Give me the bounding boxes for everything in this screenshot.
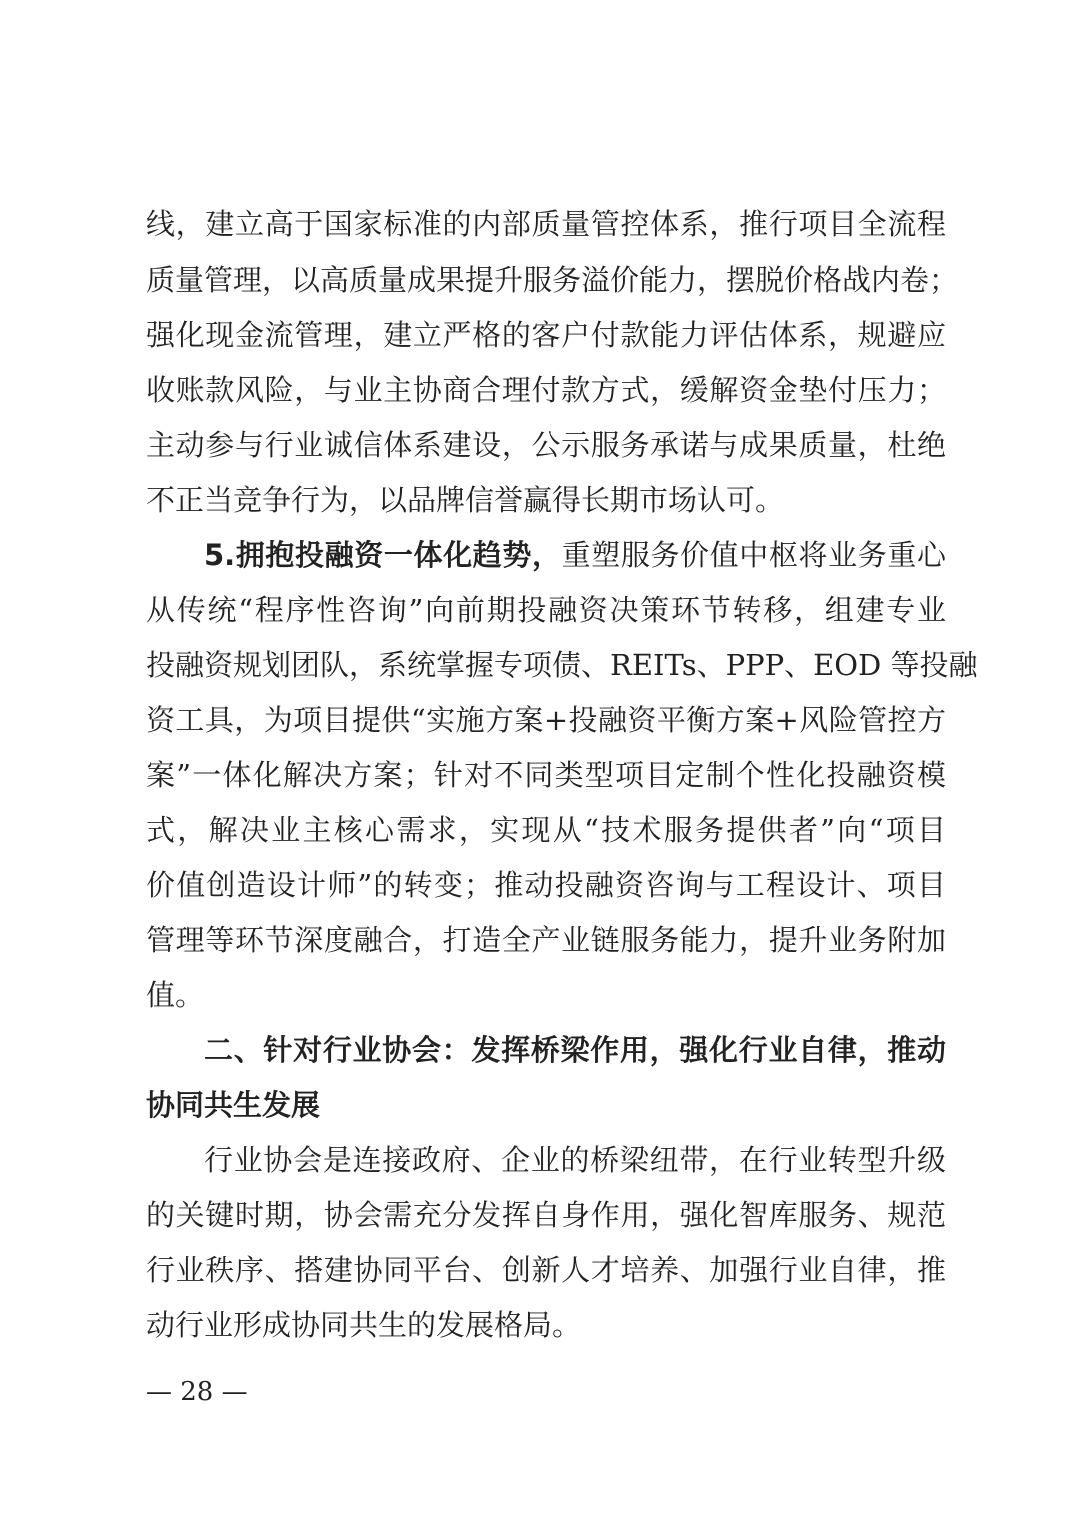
paragraph-line: 质量管理，以高质量成果提升服务溢价能力，摆脱价格战内卷； <box>146 263 959 297</box>
item5-first-rest: 重塑服务价值中枢将业务重心 <box>561 538 946 572</box>
item5-line: 资工具，为项目提供“实施方案+投融资平衡方案+风险管控方 <box>146 703 946 737</box>
section2-line: 动行业形成协同共生的发展格局。 <box>146 1308 582 1342</box>
section2-line: 的关键时期，协会需充分发挥自身作用，强化智库服务、规范 <box>146 1198 946 1232</box>
item5-line: 投融资规划团队，系统掌握专项债、REITs、PPP、EOD 等投融 <box>146 648 978 682</box>
item5-line: 案”一体化解决方案；针对不同类型项目定制个性化投融资模 <box>146 758 946 792</box>
item5-line: 从传统“程序性咨询”向前期投融资决策环节转移，组建专业 <box>146 593 946 627</box>
paragraph-line: 线，建立高于国家标准的内部质量管控体系，推行项目全流程 <box>146 207 946 241</box>
section2-line: 行业秩序、搭建协同平台、创新人才培养、加强行业自律，推 <box>146 1253 946 1287</box>
paragraph-line: 强化现金流管理，建立严格的客户付款能力评估体系，规避应 <box>146 318 946 352</box>
page-number: — 28 — <box>146 1377 248 1407</box>
paragraph-line: 收账款风险，与业主协商合理付款方式，缓解资金垫付压力； <box>146 373 946 407</box>
paragraph-line: 不正当竞争行为，以品牌信誉赢得长期市场认可。 <box>146 483 785 517</box>
item5-line: 值。 <box>146 978 205 1012</box>
section2-heading-line2: 协同共生发展 <box>146 1088 321 1122</box>
section2-heading-line1: 二、针对行业协会：发挥桥梁作用，强化行业自律，推动 <box>204 1033 946 1067</box>
item5-line: 管理等环节深度融合，打造全产业链服务能力，提升业务附加 <box>146 923 946 957</box>
item5-line: 式，解决业主核心需求，实现从“技术服务提供者”向“项目 <box>146 813 946 847</box>
section2-line: 行业协会是连接政府、企业的桥梁纽带，在行业转型升级 <box>204 1143 946 1177</box>
item5-line: 价值创造设计师”的转变；推动投融资咨询与工程设计、项目 <box>146 868 946 902</box>
item5-first-line <box>204 537 946 573</box>
item5-bold-lead: 5.拥抱投融资一体化趋势， <box>204 538 562 572</box>
paragraph-line: 主动参与行业诚信体系建设，公示服务承诺与成果质量，杜绝 <box>146 428 946 462</box>
